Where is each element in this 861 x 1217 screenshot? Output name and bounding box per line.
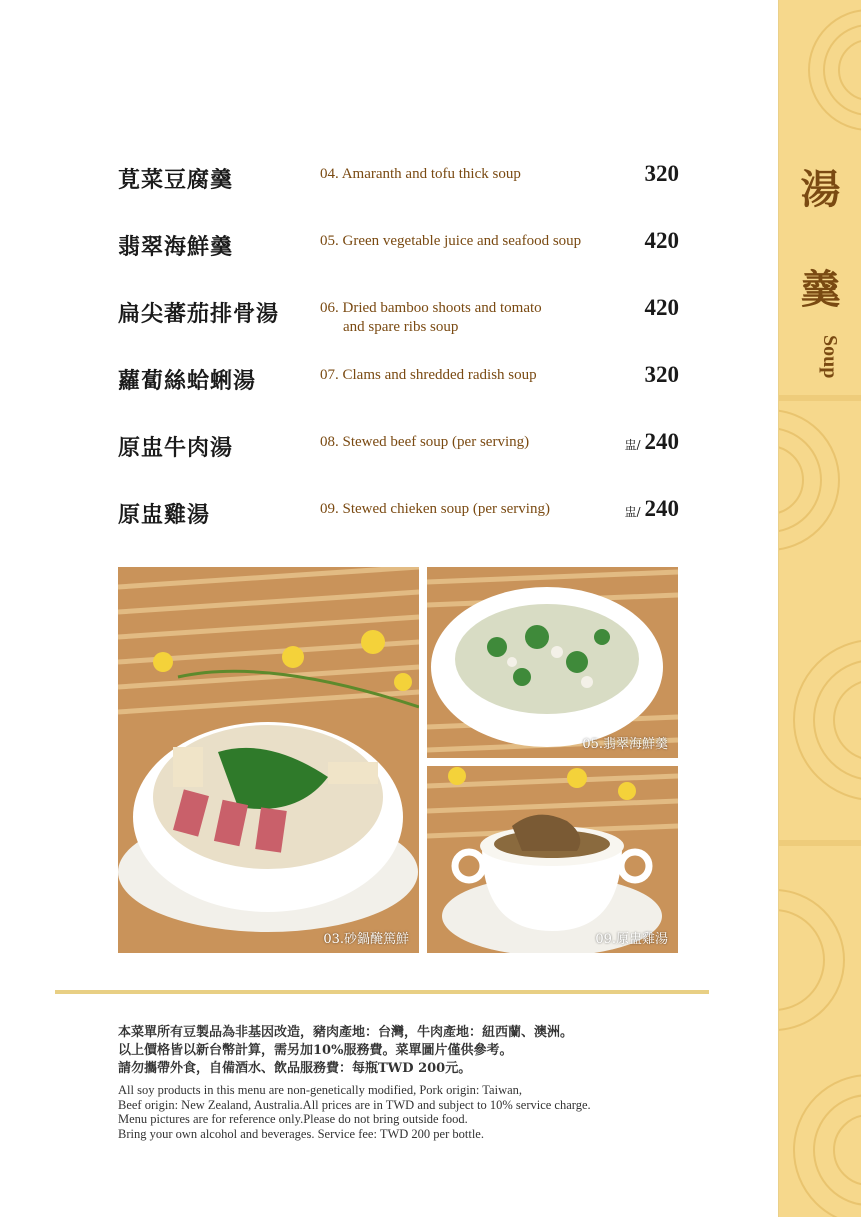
dish-name-en-line1: Stewed beef soup (per serving) xyxy=(342,434,530,450)
price-unit: 盅/ xyxy=(624,438,641,452)
dish-name-zh: 莧菜豆腐羹 xyxy=(118,167,234,193)
photo-pork-casserole xyxy=(118,567,419,953)
dish-name-zh: 原盅雞湯 xyxy=(118,502,211,528)
price-unit: 盅/ xyxy=(624,505,641,519)
dish-name-en-line1: Amaranth and tofu thick soup xyxy=(341,166,521,182)
dish-name-en-line2: and spare ribs soup xyxy=(343,319,459,335)
menu-item xyxy=(118,230,683,280)
dish-price xyxy=(645,161,680,187)
photo-chicken-soup xyxy=(427,766,678,953)
sidebar-title-char2: 羹 xyxy=(800,266,841,313)
dish-name-en-line1: Green vegetable juice and seafood soup xyxy=(342,233,582,249)
dish-name-zh: 蘿蔔絲蛤蜊湯 xyxy=(118,368,257,394)
notes-en xyxy=(118,1083,591,1141)
photo-caption: 09.原盅雞湯 xyxy=(595,932,668,947)
sidebar-title-en: Soup xyxy=(819,335,841,379)
price-value: 240 xyxy=(644,429,679,454)
notes-zh xyxy=(118,1024,573,1078)
price-value: 320 xyxy=(644,362,679,387)
dish-name-zh: 翡翠海鮮羹 xyxy=(118,234,234,260)
photo-seafood-soup xyxy=(427,567,678,758)
dish-price xyxy=(624,429,679,455)
dish-price xyxy=(645,295,680,321)
dish-number: 08. xyxy=(320,434,339,450)
note-zh-line: 以上價格皆以新台幣計算，需另加10%服務費。菜單圖片僅供參考。 xyxy=(118,1043,513,1058)
chicken-soup-illustration xyxy=(427,766,678,953)
dish-name-en xyxy=(320,500,550,519)
dish-price xyxy=(645,362,680,388)
photo-caption: 03.砂鍋醃篤鮮 xyxy=(323,932,409,947)
dish-number: 06. xyxy=(320,300,339,316)
dish-number: 09. xyxy=(320,501,339,517)
dish-price xyxy=(624,496,679,522)
dish-number: 04. xyxy=(320,166,339,182)
menu-item xyxy=(118,364,683,414)
dish-name-en-line1: Clams and shredded radish soup xyxy=(342,367,537,383)
dish-name-zh: 扁尖蕃茄排骨湯 xyxy=(118,301,280,327)
dish-name-en xyxy=(320,366,537,385)
price-value: 420 xyxy=(644,228,679,253)
dish-name-en-line1: Dried bamboo shoots and tomato xyxy=(342,300,542,316)
sidebar-banner xyxy=(778,0,861,1217)
dish-name-en-line1: Stewed chieken soup (per serving) xyxy=(342,501,550,517)
divider-line xyxy=(55,990,709,994)
sidebar-title-char1: 湯 xyxy=(800,166,841,213)
dish-name-en xyxy=(320,299,542,337)
dish-name-en xyxy=(320,433,529,452)
menu-item xyxy=(118,297,683,347)
note-en-line: All soy products in this menu are non-genetically modified, Pork origin: Taiwan, xyxy=(118,1083,523,1097)
menu-item xyxy=(118,498,683,548)
dish-number: 05. xyxy=(320,233,339,249)
menu-item xyxy=(118,431,683,481)
note-zh-line: 本菜單所有豆製品為非基因改造，豬肉產地：台灣，牛肉產地：紐西蘭、澳洲。 xyxy=(118,1025,574,1040)
casserole-illustration xyxy=(118,567,419,953)
price-value: 420 xyxy=(644,295,679,320)
note-en-line: Bring your own alcohol and beverages. Service fee: TWD 200 per bottle. xyxy=(118,1126,484,1141)
dish-name-zh: 原盅牛肉湯 xyxy=(118,435,234,461)
photo-caption: 05.翡翠海鮮羹 xyxy=(582,737,668,752)
dish-name-en xyxy=(320,232,581,251)
note-en-line: Menu pictures are for reference only.Please do not bring outside food. xyxy=(118,1112,468,1126)
dish-price xyxy=(645,228,680,254)
note-en-line: Beef origin: New Zealand, Australia.All prices are in TWD and subject to 10% service charge. xyxy=(118,1097,591,1112)
menu-item xyxy=(118,163,683,213)
dish-name-en xyxy=(320,165,521,184)
price-value: 320 xyxy=(644,161,679,186)
seafood-soup-illustration xyxy=(427,567,678,758)
note-zh-line: 請勿攜帶外食，自備酒水、飲品服務費：每瓶TWD 200元。 xyxy=(118,1061,472,1076)
price-value: 240 xyxy=(644,496,679,521)
dish-number: 07. xyxy=(320,367,339,383)
